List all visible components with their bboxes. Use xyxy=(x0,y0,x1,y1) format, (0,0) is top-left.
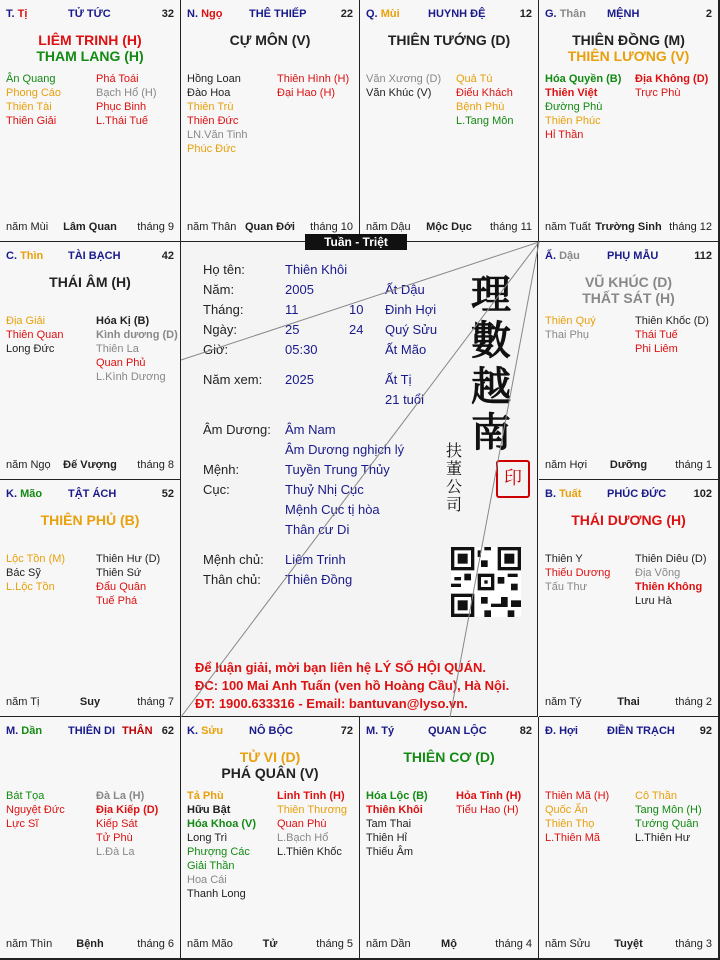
minor-star: Thiên Tài xyxy=(6,101,52,113)
chi-label: Mão xyxy=(20,488,43,500)
main-stars xyxy=(181,32,359,48)
palace-header xyxy=(545,8,712,22)
main-stars xyxy=(0,274,180,290)
minor-star: Long Trì xyxy=(187,832,228,844)
palace-year: năm Tị xyxy=(6,696,40,708)
than-marker: THÂN xyxy=(122,725,153,737)
tuan-triet-label: Tuần - Triệt xyxy=(305,234,407,250)
palace-number: 42 xyxy=(161,250,174,262)
palace-header xyxy=(6,488,174,502)
main-star: THIÊN LƯƠNG (V) xyxy=(567,48,690,64)
minor-star: L.Thiên Hư xyxy=(635,832,691,844)
chi-label: Tý xyxy=(381,725,395,737)
palace-stage: Lâm Quan xyxy=(63,221,117,233)
palace-number: 12 xyxy=(519,8,532,20)
can-label: Q. xyxy=(366,8,378,20)
minor-star: Địa Không (D) xyxy=(635,73,709,85)
am-duong-label: Âm Dương: xyxy=(203,422,271,437)
minor-star: Tấu Thư xyxy=(545,581,588,593)
minor-star: Thiên Thọ xyxy=(545,818,595,830)
palace-name: NÔ BỘC xyxy=(249,725,293,737)
palace-header xyxy=(6,250,174,264)
nam-xem-value: 2025 xyxy=(285,372,314,387)
minor-star: Thiên Diêu (D) xyxy=(635,553,707,565)
palace-stage: Mộc Dục xyxy=(426,221,472,233)
palace-stage: Bệnh xyxy=(76,938,104,950)
main-star: PHÁ QUÂN (V) xyxy=(221,765,319,781)
minor-star: L.Tang Môn xyxy=(456,115,514,127)
cuc-value: Thuỷ Nhị Cục xyxy=(285,482,364,497)
chi-label: Dậu xyxy=(559,250,580,262)
minor-star: Quan Phù xyxy=(277,818,327,830)
minor-star: Cô Thần xyxy=(635,790,677,802)
menh-label: Mệnh: xyxy=(203,462,240,477)
nam-can-chi: Ất Dậu xyxy=(385,282,425,297)
palace-year: năm Tý xyxy=(545,696,582,708)
minor-star: Hóa Khoa (V) xyxy=(187,818,257,830)
minor-star: Lưu Hà xyxy=(635,595,672,607)
minor-star: Trực Phù xyxy=(635,87,681,99)
palace-month: tháng 3 xyxy=(675,938,712,950)
palace-name: QUAN LỘC xyxy=(428,725,487,737)
minor-star: Đẩu Quân xyxy=(96,581,147,593)
ngay-am-value: 24 xyxy=(349,322,364,337)
minor-star: Kình dương (D) xyxy=(96,329,178,341)
palace-header xyxy=(187,8,353,22)
palace-stage: Tuyệt xyxy=(614,938,643,950)
palace-month: tháng 9 xyxy=(137,221,174,233)
minor-star: Phá Toái xyxy=(96,73,139,85)
main-stars xyxy=(181,749,359,781)
minor-star: Thanh Long xyxy=(187,888,246,900)
palace-name: PHỤ MẪU xyxy=(607,250,659,262)
minor-star: Thiên Hình (H) xyxy=(277,73,350,85)
palace-header xyxy=(6,725,174,739)
palace-year: năm Thìn xyxy=(6,938,53,950)
main-star: THÁI DƯƠNG (H) xyxy=(571,512,686,528)
palace-dau xyxy=(539,242,719,480)
palace-month: tháng 6 xyxy=(137,938,174,950)
main-star: THAM LANG (H) xyxy=(36,48,144,64)
palace-mui xyxy=(360,0,539,242)
palace-header xyxy=(545,250,712,264)
palace-number: 72 xyxy=(340,725,353,737)
palace-footer xyxy=(366,221,532,235)
minor-star: L.Thái Tuế xyxy=(96,115,148,127)
palace-footer xyxy=(6,459,174,473)
palace-month: tháng 12 xyxy=(669,221,712,233)
ho-ten-value: Thiên Khôi xyxy=(285,262,348,277)
tuoi-value: 21 tuổi xyxy=(385,392,425,407)
palace-than xyxy=(539,0,719,242)
palace-dan xyxy=(0,717,181,959)
minor-star: Tử Phù xyxy=(96,832,133,844)
minor-star: Đường Phù xyxy=(545,101,603,113)
center-info-panel xyxy=(181,242,538,717)
minor-star: Thiếu Dương xyxy=(545,567,611,579)
minor-star: Hoa Cái xyxy=(187,874,227,886)
minor-star: Giải Thần xyxy=(187,860,235,872)
chi-label: Tị xyxy=(17,8,28,20)
palace-year: năm Tuất xyxy=(545,221,591,233)
minor-star: L.Kình Dương xyxy=(96,371,166,383)
palace-footer xyxy=(545,696,712,710)
ngay-label: Ngày: xyxy=(203,322,237,337)
main-stars xyxy=(360,32,538,48)
minor-star: Thiên Việt xyxy=(545,87,598,99)
minor-star: Ân Quang xyxy=(6,73,56,85)
can-label: T. xyxy=(6,8,15,20)
palace-footer xyxy=(6,938,174,952)
minor-star: Phượng Các xyxy=(187,846,250,858)
minor-star: Bạch Hổ (H) xyxy=(96,87,157,99)
minor-star: Văn Khúc (V) xyxy=(366,87,432,99)
contact-line-1: Để luận giải, mời bạn liên hệ LÝ SỐ HỘI QUÁN. xyxy=(195,660,486,675)
palace-stage: Trường Sinh xyxy=(595,221,662,233)
ngay-value: 25 xyxy=(285,322,300,337)
than-cu-value: Thân cư Di xyxy=(285,522,350,537)
palace-name: PHÚC ĐỨC xyxy=(607,488,667,500)
palace-number: 112 xyxy=(694,250,712,262)
minor-star: Thiên Mã (H) xyxy=(545,790,610,802)
chi-label: Dần xyxy=(21,725,43,737)
palace-header xyxy=(545,725,712,739)
palace-month: tháng 8 xyxy=(137,459,174,471)
nam-value: 2005 xyxy=(285,282,314,297)
minor-star: Thiên Không xyxy=(635,581,703,593)
palace-ti xyxy=(0,0,181,242)
palace-footer xyxy=(6,696,174,710)
palace-header xyxy=(545,488,712,502)
palace-month: tháng 2 xyxy=(675,696,712,708)
minor-star: Phúc Đức xyxy=(187,143,236,155)
chi-label: Tuất xyxy=(559,488,582,500)
minor-star: Phục Binh xyxy=(96,101,147,113)
minor-star: Tuế Phá xyxy=(96,595,138,607)
chi-label: Thân xyxy=(559,8,586,20)
palace-mao xyxy=(0,480,181,717)
gio-label: Giờ: xyxy=(203,342,229,357)
minor-star: Tam Thai xyxy=(366,818,412,830)
chi-label: Sửu xyxy=(201,725,224,737)
palace-tuat xyxy=(539,480,719,717)
am-duong-note: Âm Dương nghịch lý xyxy=(285,442,405,457)
palace-stage: Dưỡng xyxy=(609,459,648,471)
palace-header xyxy=(6,8,174,22)
minor-star: Hỏa Tinh (H) xyxy=(456,790,522,802)
palace-year: năm Thân xyxy=(187,221,237,233)
minor-star: Hóa Kị (B) xyxy=(96,315,150,327)
palace-name: TỬ TỨC xyxy=(68,8,111,20)
menh-chu-label: Mệnh chủ: xyxy=(203,552,264,567)
minor-star: Linh Tinh (H) xyxy=(277,790,345,802)
palace-ty xyxy=(360,717,539,959)
minor-star: Phi Liêm xyxy=(635,343,678,355)
can-label: G. xyxy=(545,8,557,20)
cuc-relation: Mệnh Cục tị hòa xyxy=(285,502,380,517)
minor-star: Thiên La xyxy=(96,343,139,355)
thang-am-value: 10 xyxy=(349,302,364,317)
palace-suu xyxy=(181,717,360,959)
palace-stage: Suy xyxy=(79,696,101,708)
red-seal-stamp: 印 xyxy=(496,460,530,498)
palace-number: 22 xyxy=(340,8,353,20)
palace-month: tháng 7 xyxy=(137,696,174,708)
menh-chu-value: Liêm Trinh xyxy=(285,552,346,567)
minor-star: Bát Tọa xyxy=(6,790,45,802)
minor-star: Bác Sỹ xyxy=(6,567,41,579)
palace-footer xyxy=(187,221,353,235)
palace-footer xyxy=(187,938,353,952)
palace-stage: Thai xyxy=(617,696,640,708)
main-star: LIÊM TRINH (H) xyxy=(38,32,142,48)
menh-value: Tuyền Trung Thủy xyxy=(285,462,390,477)
palace-footer xyxy=(6,221,174,235)
main-stars xyxy=(0,32,180,64)
can-label: M. xyxy=(366,725,379,737)
thang-value: 11 xyxy=(285,302,299,317)
gio-value: 05:30 xyxy=(285,342,318,357)
chi-label: Hợi xyxy=(559,725,578,737)
can-label: Đ. xyxy=(545,725,556,737)
palace-stage: Quan Đới xyxy=(245,221,295,233)
palace-footer xyxy=(366,938,532,952)
qr-code-icon xyxy=(451,547,521,617)
minor-star: Thiên Hư (D) xyxy=(96,553,161,565)
palace-number: 82 xyxy=(519,725,532,737)
palace-number: 32 xyxy=(161,8,174,20)
minor-star: Thái Tuế xyxy=(635,329,678,341)
palace-year: năm Ngọ xyxy=(6,459,51,471)
can-label: K. xyxy=(6,488,17,500)
minor-star: L.Bạch Hổ xyxy=(277,832,329,844)
palace-number: 92 xyxy=(699,725,712,737)
nam-xem-can-chi: Ất Tị xyxy=(385,372,412,387)
palace-month: tháng 1 xyxy=(675,459,712,471)
palace-year: năm Dậu xyxy=(366,221,411,233)
minor-star: Văn Xương (D) xyxy=(366,73,442,85)
chi-label: Mùi xyxy=(380,8,400,20)
main-stars xyxy=(539,274,718,306)
minor-star: Địa Kiếp (D) xyxy=(96,804,159,816)
palace-name: THIÊN DI xyxy=(68,725,116,737)
palace-year: năm Dần xyxy=(366,938,411,950)
palace-number: 102 xyxy=(693,488,712,500)
minor-star: Thiên Quý xyxy=(545,315,596,327)
palace-name: MỆNH xyxy=(607,8,640,20)
minor-star: Tả Phù xyxy=(187,790,224,802)
can-label: K. xyxy=(187,725,198,737)
palace-header xyxy=(366,725,532,739)
minor-star: Đại Hao (H) xyxy=(277,87,336,99)
minor-star: L.Đà La xyxy=(96,846,135,858)
main-star: THIÊN PHỦ (B) xyxy=(40,512,140,528)
chi-label: Thìn xyxy=(20,250,44,262)
palace-header xyxy=(366,8,532,22)
main-star: THIÊN CƠ (D) xyxy=(403,749,495,765)
minor-star: Quan Phủ xyxy=(96,357,146,369)
nam-label: Năm: xyxy=(203,282,235,297)
minor-star: Tướng Quân xyxy=(635,818,699,830)
thang-label: Tháng: xyxy=(203,302,244,317)
minor-star: Thiên Khôi xyxy=(366,804,423,816)
palace-name: ĐIỀN TRẠCH xyxy=(607,725,675,737)
minor-star: Hồng Loan xyxy=(187,73,241,85)
minor-star: LN.Văn Tinh xyxy=(187,129,248,141)
main-stars xyxy=(539,32,718,64)
palace-name: TÀI BẠCH xyxy=(68,250,121,262)
palace-year: năm Mão xyxy=(187,938,233,950)
minor-star: Thiên Hỉ xyxy=(366,832,407,844)
palace-footer xyxy=(545,938,712,952)
palace-number: 62 xyxy=(161,725,174,737)
palace-year: năm Sửu xyxy=(545,938,591,950)
minor-star: Tang Môn (H) xyxy=(635,804,702,816)
can-label: M. xyxy=(6,725,19,737)
minor-star: Thiên Sứ xyxy=(96,567,142,579)
palace-footer xyxy=(545,221,712,235)
nam-xem-label: Năm xem: xyxy=(203,372,263,387)
minor-star: Lực Sĩ xyxy=(6,818,39,830)
main-star: THẤT SÁT (H) xyxy=(582,290,675,306)
main-stars xyxy=(539,512,718,528)
palace-month: tháng 5 xyxy=(316,938,353,950)
palace-month: tháng 4 xyxy=(495,938,532,950)
minor-star: Kiếp Sát xyxy=(96,818,138,830)
main-star: CỰ MÔN (V) xyxy=(229,32,311,48)
main-star: VŨ KHÚC (D) xyxy=(584,274,673,290)
main-star: THÁI ÂM (H) xyxy=(49,274,131,290)
than-chu-value: Thiên Đồng xyxy=(285,572,353,587)
palace-year: năm Hợi xyxy=(545,459,588,471)
minor-star: Thiên Trù xyxy=(187,101,234,113)
minor-star: Đà La (H) xyxy=(96,790,145,802)
palace-name: HUYNH ĐỆ xyxy=(428,8,486,20)
minor-star: Tiểu Hao (H) xyxy=(456,804,519,816)
gio-can-chi: Ất Mão xyxy=(385,342,427,357)
main-star: THIÊN ĐỒNG (M) xyxy=(572,32,685,48)
cuc-label: Cục: xyxy=(203,482,230,497)
minor-star: Hỉ Thần xyxy=(545,129,584,141)
contact-address: ĐC: 100 Mai Anh Tuấn (ven hồ Hoàng Cầu), Hà Nội. xyxy=(195,678,510,693)
contact-phone-email: ĐT: 1900.633316 - Email: bantuvan@lyso.vn. xyxy=(195,696,468,711)
palace-name: THÊ THIẾP xyxy=(249,8,307,20)
palace-number: 52 xyxy=(161,488,174,500)
minor-star: Phong Cáo xyxy=(6,87,62,99)
minor-star: Thiên Đức xyxy=(187,115,239,127)
palace-number: 2 xyxy=(705,8,712,20)
palace-ngo xyxy=(181,0,360,242)
minor-star: Hữu Bật xyxy=(187,804,231,816)
calligraphy-logo: 理 數 越 南 xyxy=(471,271,511,456)
minor-star: Thiên Khốc (D) xyxy=(635,315,709,327)
minor-star: Thiên Phúc xyxy=(545,115,601,127)
ho-ten-label: Họ tên: xyxy=(203,262,245,277)
minor-star: Hóa Quyền (B) xyxy=(545,73,622,85)
minor-star: Quốc Ấn xyxy=(545,804,588,816)
palace-footer xyxy=(545,459,712,473)
minor-star: Nguyệt Đức xyxy=(6,804,65,816)
palace-month: tháng 11 xyxy=(489,221,532,233)
minor-star: Quả Tú xyxy=(456,73,493,85)
minor-star: Thiên Quan xyxy=(6,329,64,341)
minor-star: Thiếu Âm xyxy=(366,846,414,858)
palace-header xyxy=(187,725,353,739)
minor-star: Bệnh Phù xyxy=(456,101,505,113)
minor-star: Địa Võng xyxy=(635,567,681,579)
palace-year: năm Mùi xyxy=(6,221,49,233)
minor-star: Thiên Thương xyxy=(277,804,348,816)
can-label: Ấ. xyxy=(545,250,556,262)
minor-star: Thai Phụ xyxy=(545,329,590,341)
minor-star: Hóa Lộc (B) xyxy=(366,790,428,802)
chi-label: Ngọ xyxy=(201,8,223,20)
calligraphy-sub: 扶 董 公 司 xyxy=(446,441,463,514)
main-star: TỬ VI (D) xyxy=(239,749,301,765)
palace-stage: Tử xyxy=(262,938,278,950)
minor-star: L.Thiên Khốc xyxy=(277,846,342,858)
main-stars xyxy=(360,749,538,765)
main-stars xyxy=(0,512,180,528)
can-label: B. xyxy=(545,488,556,500)
palace-thin xyxy=(0,242,181,480)
palace-hoi xyxy=(539,717,719,959)
can-label: N. xyxy=(187,8,198,20)
main-star: THIÊN TƯỚNG (D) xyxy=(387,32,511,48)
minor-star: Lộc Tồn (M) xyxy=(6,553,66,565)
minor-star: Đào Hoa xyxy=(187,87,231,99)
minor-star: Địa Giải xyxy=(6,315,46,327)
minor-star: Long Đức xyxy=(6,343,55,355)
minor-star: Điếu Khách xyxy=(456,87,513,99)
palace-stage: Đế Vượng xyxy=(63,459,117,471)
palace-month: tháng 10 xyxy=(310,221,353,233)
ngay-can-chi: Quý Sửu xyxy=(385,322,438,337)
palace-name: TẬT ÁCH xyxy=(68,488,117,500)
can-label: C. xyxy=(6,250,17,262)
minor-star: L.Lộc Tồn xyxy=(6,581,55,593)
thang-can-chi: Đinh Hợi xyxy=(385,302,437,317)
minor-star: Thiên Giải xyxy=(6,115,57,127)
than-chu-label: Thân chủ: xyxy=(203,572,261,587)
minor-star: Thiên Y xyxy=(545,553,583,565)
am-duong-value: Âm Nam xyxy=(285,422,336,437)
palace-stage: Mộ xyxy=(441,938,457,950)
minor-star: L.Thiên Mã xyxy=(545,832,601,844)
